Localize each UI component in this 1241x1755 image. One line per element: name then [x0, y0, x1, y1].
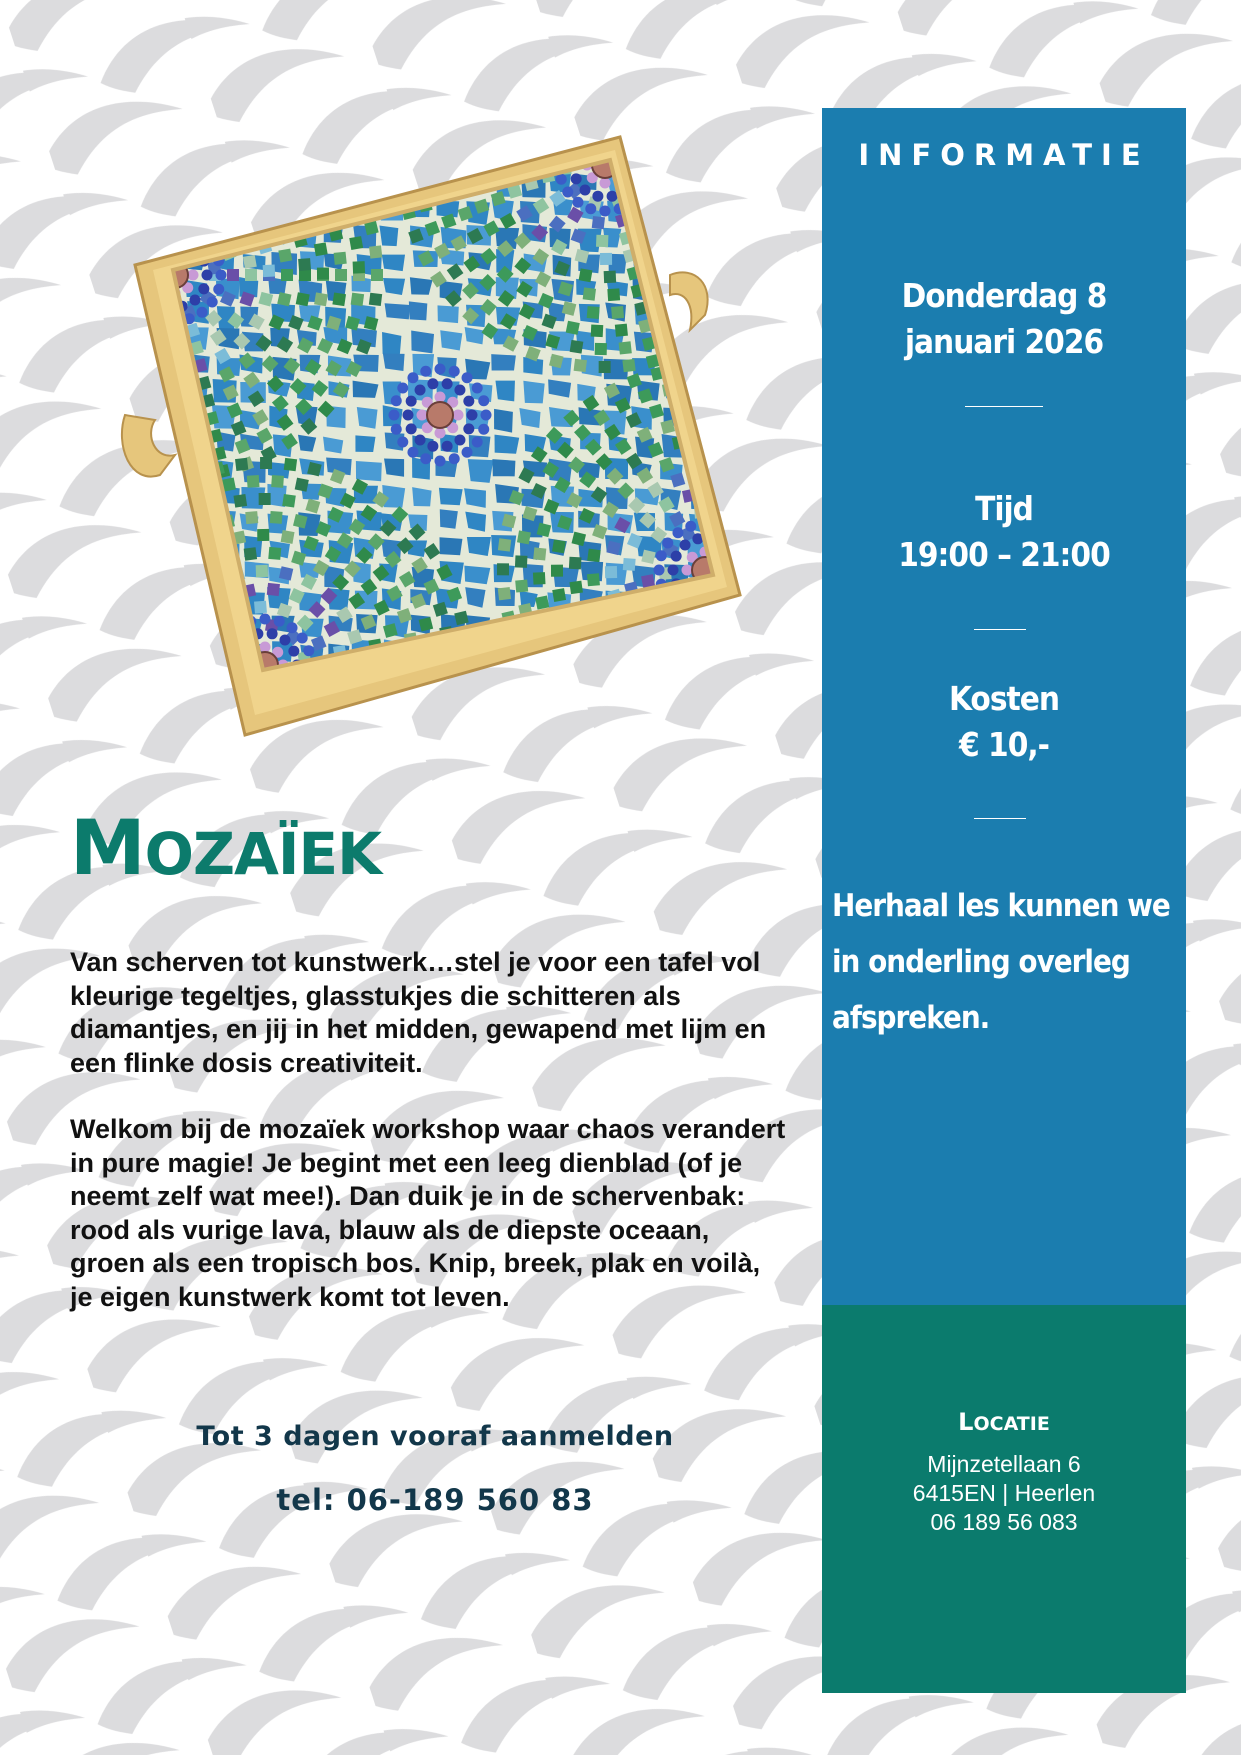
location-heading	[822, 1408, 1186, 1436]
divider	[974, 629, 1026, 630]
divider	[965, 406, 1043, 407]
info-date-line2: januari 2026	[904, 322, 1104, 361]
title-rest: OZAÏEK	[144, 820, 382, 888]
intro-paragraph-2: Welkom bij de mozaïek workshop waar chaos verandert in pure magie! Je begint met een leeg dienblad (of je neemt zelf wat mee!). Dan duik je in de schervenbak: rood als vurige lava, blauw als de diepste oceaan, groen als een tropisch bos. Knip, breek, plak en voilà, je eigen kunstwerk komt tot leven.	[70, 1114, 786, 1312]
info-cost-value: € 10,-	[959, 725, 1049, 764]
info-panel	[822, 108, 1186, 1305]
repeat-lesson-note: Herhaal les kunnen we in onderling overleg afspreken.	[832, 888, 1170, 1036]
divider	[974, 818, 1026, 819]
info-cost-label: Kosten	[949, 679, 1059, 718]
signup-phone: tel: 06-189 560 83	[276, 1483, 594, 1517]
location-panel	[822, 1305, 1186, 1693]
location-phone: 06 189 56 083	[930, 1509, 1078, 1535]
info-heading: INFORMATIE	[858, 138, 1150, 172]
title-initial: M	[70, 803, 145, 892]
signup-note: Tot 3 dagen vooraf aanmelden	[196, 1421, 674, 1452]
location-postal-city: 6415EN | Heerlen	[912, 1480, 1096, 1506]
location-address: Mijnzetellaan 6	[927, 1451, 1081, 1477]
info-time	[822, 486, 1186, 578]
intro-text	[70, 946, 790, 1347]
location-heading-rest: OCATIE	[973, 1413, 1050, 1435]
info-time-value: 19:00 – 21:00	[898, 535, 1110, 574]
info-date	[822, 273, 1186, 365]
info-time-label: Tijd	[975, 489, 1033, 528]
intro-paragraph-1: Van scherven tot kunstwerk…stel je voor een tafel vol kleurige tegeltjes, glasstukjes die schitteren als diamantjes, en jij in het midden, gewapend met lijm en een flinke dosis creativiteit.	[70, 947, 767, 1078]
mosaic-tray-image	[115, 125, 815, 765]
location-heading-initial: L	[958, 1408, 974, 1436]
info-cost	[822, 676, 1186, 768]
location-details	[822, 1450, 1186, 1537]
info-date-line1: Donderdag 8	[901, 276, 1107, 315]
page-title	[70, 803, 382, 892]
